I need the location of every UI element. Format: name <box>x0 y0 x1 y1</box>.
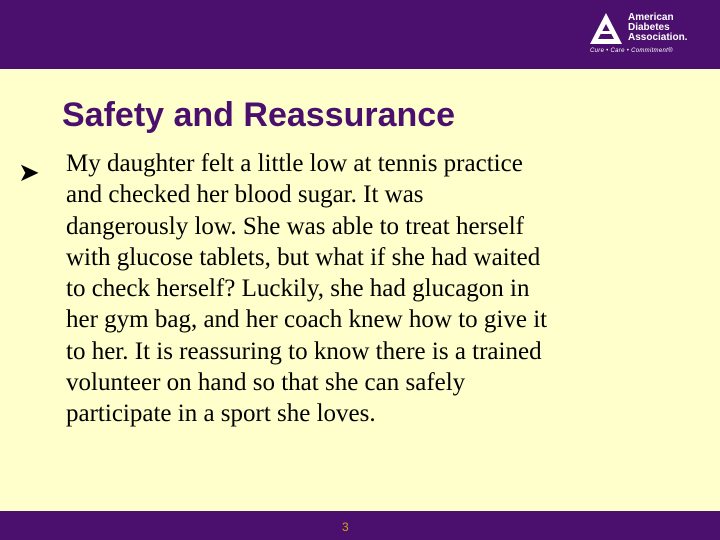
arrow-bullet-icon: ➤ <box>18 158 40 187</box>
header-bar <box>0 0 720 69</box>
footer-bar <box>0 511 720 540</box>
logo-line-1: American <box>628 12 674 23</box>
page-number: 3 <box>342 520 349 534</box>
ada-logo <box>588 11 706 61</box>
bullet-text: My daughter felt a little low at tennis practice and checked her blood sugar. It was dangerously low. She was able to treat herself with glucose tablets, but what if she had waited to check herself? Luckily, she had glucagon in her gym bag, and her coach knew how to give it to her. It is reassuring to know there is a trained volunteer on hand so that she can safely participate in a sport she loves. <box>66 150 548 428</box>
logo-line-2: Diabetes <box>628 22 670 33</box>
logo-tagline: Cure • Care • Commitment® <box>590 48 673 54</box>
slide-title: Safety and Reassurance <box>62 96 456 134</box>
logo-wordmark <box>628 13 687 43</box>
logo-line-3: Association. <box>628 32 688 43</box>
ada-triangle-logo-icon <box>588 11 624 47</box>
